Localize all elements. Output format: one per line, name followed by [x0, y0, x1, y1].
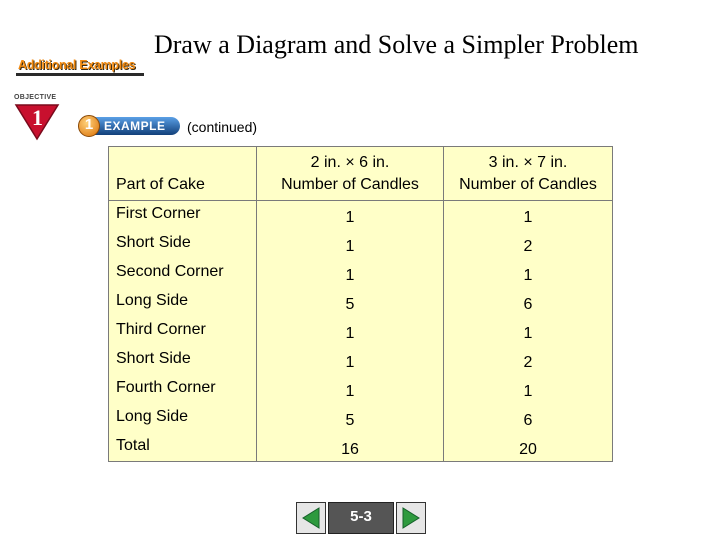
header-2x6-dimensions: 2 in. × 6 in.: [310, 153, 390, 171]
row-3x7-value: 2: [523, 354, 533, 371]
row-part: Short Side: [109, 346, 257, 375]
row-part: First Corner: [109, 201, 257, 230]
table-row: [109, 404, 613, 433]
example-number: 1: [84, 116, 94, 133]
row-2x6-value: 1: [257, 230, 444, 259]
table-row: [109, 259, 613, 288]
row-2x6-value: 1: [257, 201, 444, 230]
row-part: Fourth Corner: [109, 375, 257, 404]
objective-badge: [10, 94, 66, 142]
row-3x7-total: 20: [519, 440, 537, 458]
table-row: [109, 375, 613, 404]
row-part: Long Side: [109, 404, 257, 433]
row-part: Second Corner: [109, 259, 257, 288]
table-row: [109, 346, 613, 375]
row-2x6-value: 1: [257, 317, 444, 346]
row-3x7-value: 1: [523, 209, 533, 227]
objective-number: 1: [32, 105, 43, 130]
table-row: [109, 201, 613, 230]
row-part: Short Side: [109, 230, 257, 259]
table-row-total: [109, 433, 613, 462]
row-2x6-value: 1: [257, 346, 444, 375]
slide-title: Draw a Diagram and Solve a Simpler Problem: [154, 30, 639, 59]
header-3x7-dimensions: 3 in. × 7 in.: [488, 153, 568, 171]
row-3x7-value: 1: [523, 383, 533, 400]
objective-label: OBJECTIVE: [14, 94, 57, 101]
additional-examples-label: Additional Examples: [18, 58, 136, 72]
row-3x7-value: 6: [523, 412, 533, 429]
header-3x7-label: Number of Candles: [459, 175, 597, 193]
row-2x6-value: 5: [257, 288, 444, 317]
arrow-right-icon: [401, 507, 421, 529]
row-2x6-value: 1: [257, 259, 444, 288]
table-row: [109, 288, 613, 317]
row-2x6-value: 1: [257, 375, 444, 404]
table-row: [109, 317, 613, 346]
additional-examples-banner: [14, 56, 146, 78]
continued-label: (continued): [187, 119, 258, 135]
candles-table: [108, 146, 613, 462]
header-part-of-cake: Part of Cake: [109, 147, 257, 201]
row-part: Long Side: [109, 288, 257, 317]
header-2x6-label: Number of Candles: [281, 175, 419, 193]
row-2x6-total: 16: [257, 433, 444, 462]
lesson-home-button[interactable]: 5-3: [328, 502, 394, 534]
row-3x7-value: 2: [523, 238, 533, 255]
row-3x7-value: 6: [523, 296, 533, 313]
row-3x7-value: 1: [523, 267, 533, 284]
banner-rule: [16, 73, 144, 76]
next-slide-button[interactable]: [396, 502, 426, 534]
row-part: Third Corner: [109, 317, 257, 346]
row-part: Total: [109, 433, 257, 462]
example-label: EXAMPLE: [104, 119, 166, 133]
example-badge: [78, 114, 182, 138]
header-2x6-candles: [257, 147, 444, 201]
row-3x7-value: 1: [523, 325, 533, 342]
table-header-row: [109, 147, 613, 201]
lesson-navigation: [296, 502, 428, 536]
previous-slide-button[interactable]: [296, 502, 326, 534]
table-row: [109, 230, 613, 259]
row-2x6-value: 5: [257, 404, 444, 433]
arrow-left-icon: [301, 507, 321, 529]
header-3x7-candles: [444, 147, 613, 201]
